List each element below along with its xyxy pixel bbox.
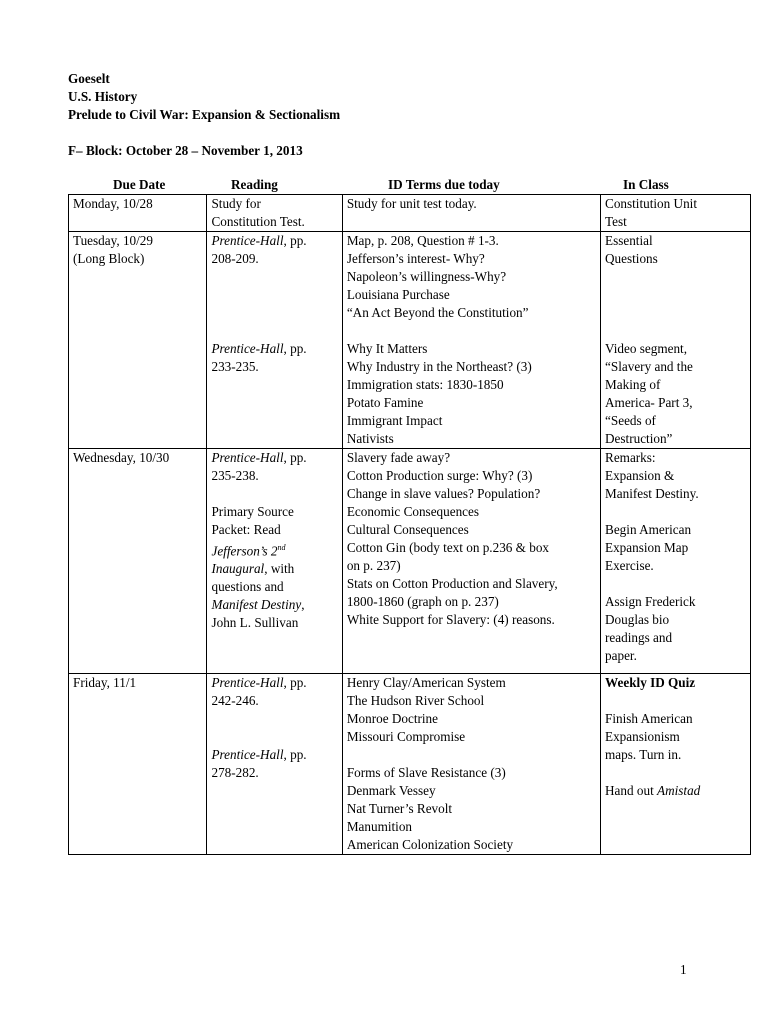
course-title: U.S. History [68, 89, 138, 104]
due-date-cell: Friday, 11/1 [69, 674, 207, 855]
due-date-cell: Monday, 10/28 [69, 195, 207, 232]
id-terms-cell: Map, p. 208, Question # 1-3. Jefferson’s interest- Why? Napoleon’s willingness-Why? Louisiana Purchase “An Act Beyond the Constitution” Why It Matters Why Industry in the Northeast? (3) Immigration stats: 1830-1850 Potato Famine Immigrant Impact Nativists [342, 232, 600, 449]
column-header-id-terms: ID Terms due today [388, 177, 500, 192]
in-class-cell: Essential Questions Video segment, “Slavery and the Making of America- Part 3, “Seeds of Destruction” [601, 232, 751, 449]
block-dates: F– Block: October 28 – November 1, 2013 [68, 143, 303, 158]
schedule-table [68, 194, 751, 855]
reading-cell: Prentice-Hall, pp. 235-238. Primary Source Packet: Read Jefferson’s 2nd Inaugural, with questions and Manifest Destiny, John L. Sullivan [207, 449, 342, 674]
reading-cell: Prentice-Hall, pp. 208-209. Prentice-Hall, pp. 233-235. [207, 232, 342, 449]
id-terms-cell: Study for unit test today. [342, 195, 600, 232]
column-header-due-date: Due Date [113, 177, 166, 192]
table-row [69, 195, 751, 232]
due-date-cell: Wednesday, 10/30 [69, 449, 207, 674]
in-class-cell: Remarks: Expansion & Manifest Destiny. Begin American Expansion Map Exercise. Assign Frederick Douglas bio readings and paper. [601, 449, 751, 674]
page-number: 1 [680, 962, 687, 977]
author-name: Goeselt [68, 71, 110, 86]
id-terms-cell: Slavery fade away? Cotton Production surge: Why? (3) Change in slave values? Population? Economic Consequences Cultural Consequences Cotton Gin (body text on p.236 & box on p. 237) Stats on Cotton Production and Slavery, 1800-1860 (graph on p. 237) White Support for Slavery: (4) reasons. [342, 449, 600, 674]
column-header-reading: Reading [231, 177, 278, 192]
table-row [69, 674, 751, 855]
table-row [69, 232, 751, 449]
id-terms-cell: Henry Clay/American System The Hudson River School Monroe Doctrine Missouri Compromise Forms of Slave Resistance (3) Denmark Vessey Nat Turner’s Revolt Manumition American Colonization Society [342, 674, 600, 855]
due-date-cell: Tuesday, 10/29 (Long Block) [69, 232, 207, 449]
table-row [69, 449, 751, 674]
unit-title: Prelude to Civil War: Expansion & Sectionalism [68, 107, 341, 122]
column-header-in-class: In Class [623, 177, 669, 192]
in-class-cell: Weekly ID Quiz Finish American Expansionism maps. Turn in. Hand out Amistad [601, 674, 751, 855]
weekly-quiz-label: Weekly ID Quiz [605, 675, 696, 690]
reading-cell: Study for Constitution Test. [207, 195, 342, 232]
in-class-cell: Constitution Unit Test [601, 195, 751, 232]
reading-cell: Prentice-Hall, pp. 242-246. Prentice-Hall, pp. 278-282. [207, 674, 342, 855]
